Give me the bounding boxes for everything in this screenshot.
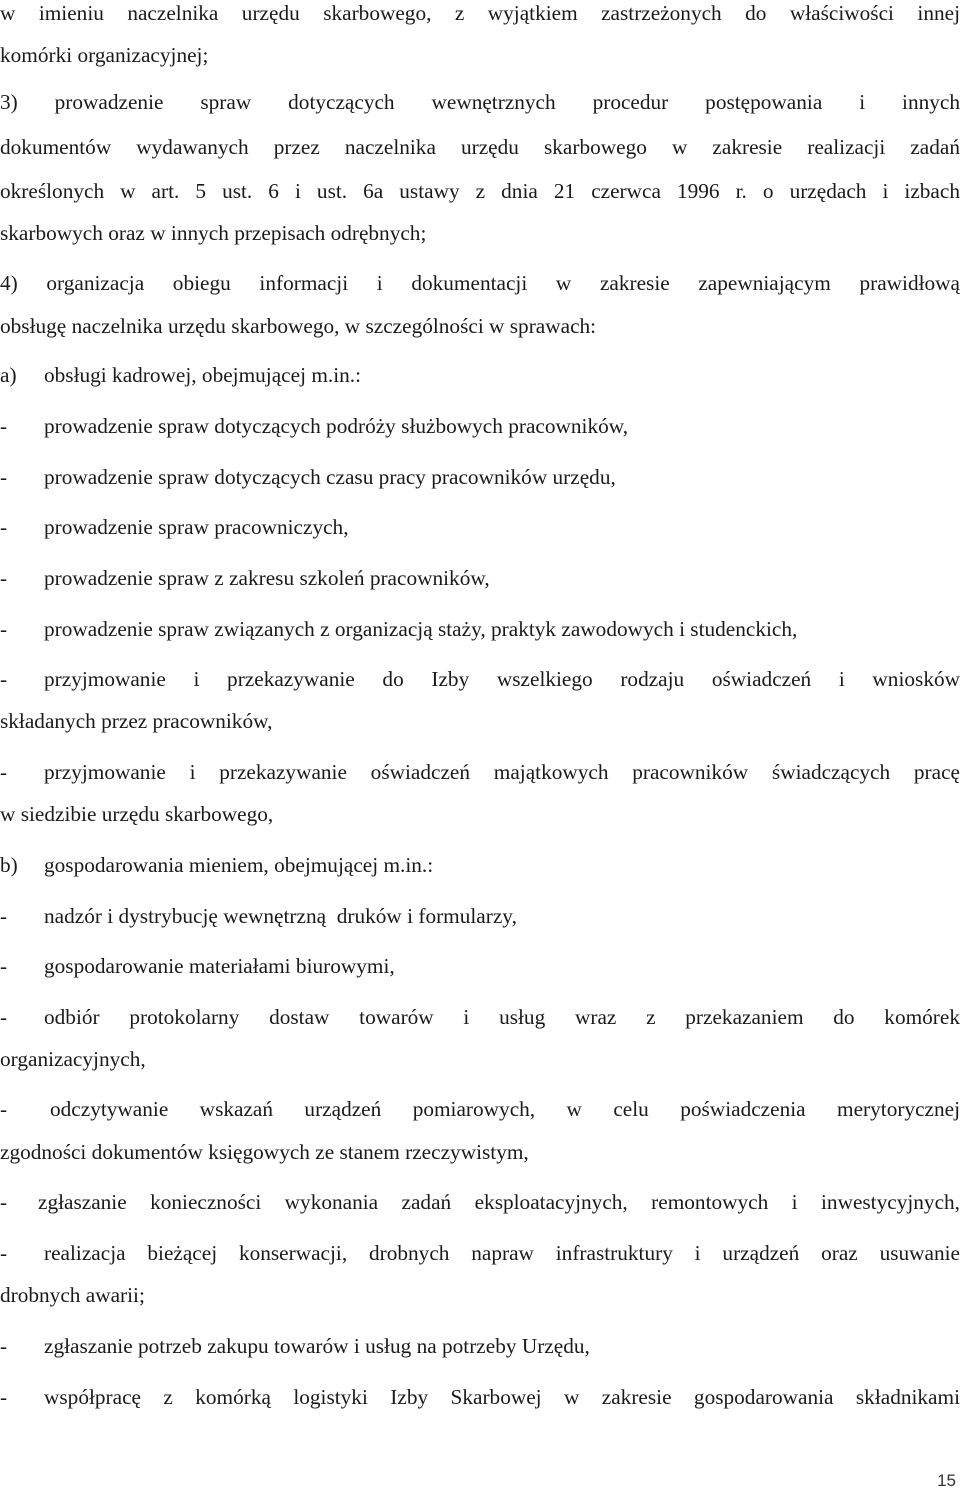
list-dash: - [0, 1005, 8, 1029]
list-item-text: prowadzenie spraw dotyczących czasu pracy pracowników urzędu, [44, 465, 616, 489]
list-item-text: prowadzenie spraw związanych z organizacją staży, praktyk zawodowych i studenckich, [44, 617, 798, 641]
list-marker: a) [0, 363, 17, 387]
list-dash: - [0, 414, 8, 438]
list-dash: - [0, 1334, 8, 1358]
list-dash: - [0, 1241, 8, 1265]
page-number: 15 [937, 1471, 956, 1490]
list-dash: - [0, 1190, 8, 1214]
list-dash: - [0, 904, 8, 928]
text-line: drobnych awarii; [0, 1283, 145, 1307]
list-dash: - [0, 1385, 8, 1409]
list-dash: - [0, 760, 8, 784]
list-dash: - [0, 954, 8, 978]
text-line: skarbowych oraz w innych przepisach odrębnych; [0, 221, 427, 245]
text-line: dokumentów wydawanych przez naczelnika urzędu skarbowego w zakresie realizacji zadań [0, 135, 960, 159]
list-item-text: odczytywanie wskazań urządzeń pomiarowych, w celu poświadczenia merytorycznej [50, 1097, 960, 1121]
text-line: zgodności dokumentów księgowych ze stanem rzeczywistym, [0, 1140, 529, 1164]
list-item-text: gospodarowanie materiałami biurowymi, [44, 954, 395, 978]
text-line: organizacyjnych, [0, 1047, 146, 1071]
list-item-text: prowadzenie spraw pracowniczych, [44, 515, 349, 539]
list-item-text: prowadzenie spraw z zakresu szkoleń pracowników, [44, 566, 490, 590]
text-line: w imieniu naczelnika urzędu skarbowego, z wyjątkiem zastrzeżonych do właściwości innej [0, 1, 960, 25]
list-item-text: odbiór protokolarny dostaw towarów i usług wraz z przekazaniem do komórek [44, 1005, 960, 1029]
list-item-text: obsługi kadrowej, obejmującej m.in.: [44, 363, 362, 387]
list-dash: - [0, 515, 8, 539]
list-item-text: prowadzenie spraw dotyczących podróży służbowych pracowników, [44, 414, 629, 438]
text-line: 3) prowadzenie spraw dotyczących wewnętrznych procedur postępowania i innych [0, 90, 960, 114]
list-item-text: nadzór i dystrybucję wewnętrzną druków i formularzy, [44, 904, 517, 928]
text-line: 4) organizacja obiegu informacji i dokumentacji w zakresie zapewniającym prawidłową [0, 271, 960, 295]
text-line: określonych w art. 5 ust. 6 i ust. 6a ustawy z dnia 21 czerwca 1996 r. o urzędach i izbach [0, 179, 960, 203]
list-item-text: przyjmowanie i przekazywanie oświadczeń majątkowych pracowników świadczących pracę [44, 760, 960, 784]
list-item-text: realizacja bieżącej konserwacji, drobnych napraw infrastruktury i urządzeń oraz usuwanie [44, 1241, 960, 1265]
text-line: składanych przez pracowników, [0, 709, 273, 733]
text-line: w siedzibie urzędu skarbowego, [0, 802, 274, 826]
list-item-text: przyjmowanie i przekazywanie do Izby wszelkiego rodzaju oświadczeń i wniosków [44, 667, 960, 691]
list-item-text: gospodarowania mieniem, obejmującej m.in.: [44, 853, 434, 877]
list-dash: - [0, 617, 8, 641]
list-marker: b) [0, 853, 18, 877]
list-dash: - [0, 1097, 8, 1121]
list-item-text: zgłaszanie potrzeb zakupu towarów i usług na potrzeby Urzędu, [44, 1334, 590, 1358]
text-line: komórki organizacyjnej; [0, 43, 209, 67]
list-dash: - [0, 465, 8, 489]
list-item-text: zgłaszanie konieczności wykonania zadań eksploatacyjnych, remontowych i inwestycyjnych, [38, 1190, 960, 1214]
text-line: obsługę naczelnika urzędu skarbowego, w szczególności w sprawach: [0, 314, 597, 338]
list-dash: - [0, 667, 8, 691]
list-dash: - [0, 566, 8, 590]
list-item-text: współpracę z komórką logistyki Izby Skarbowej w zakresie gospodarowania składnikami [44, 1385, 960, 1409]
